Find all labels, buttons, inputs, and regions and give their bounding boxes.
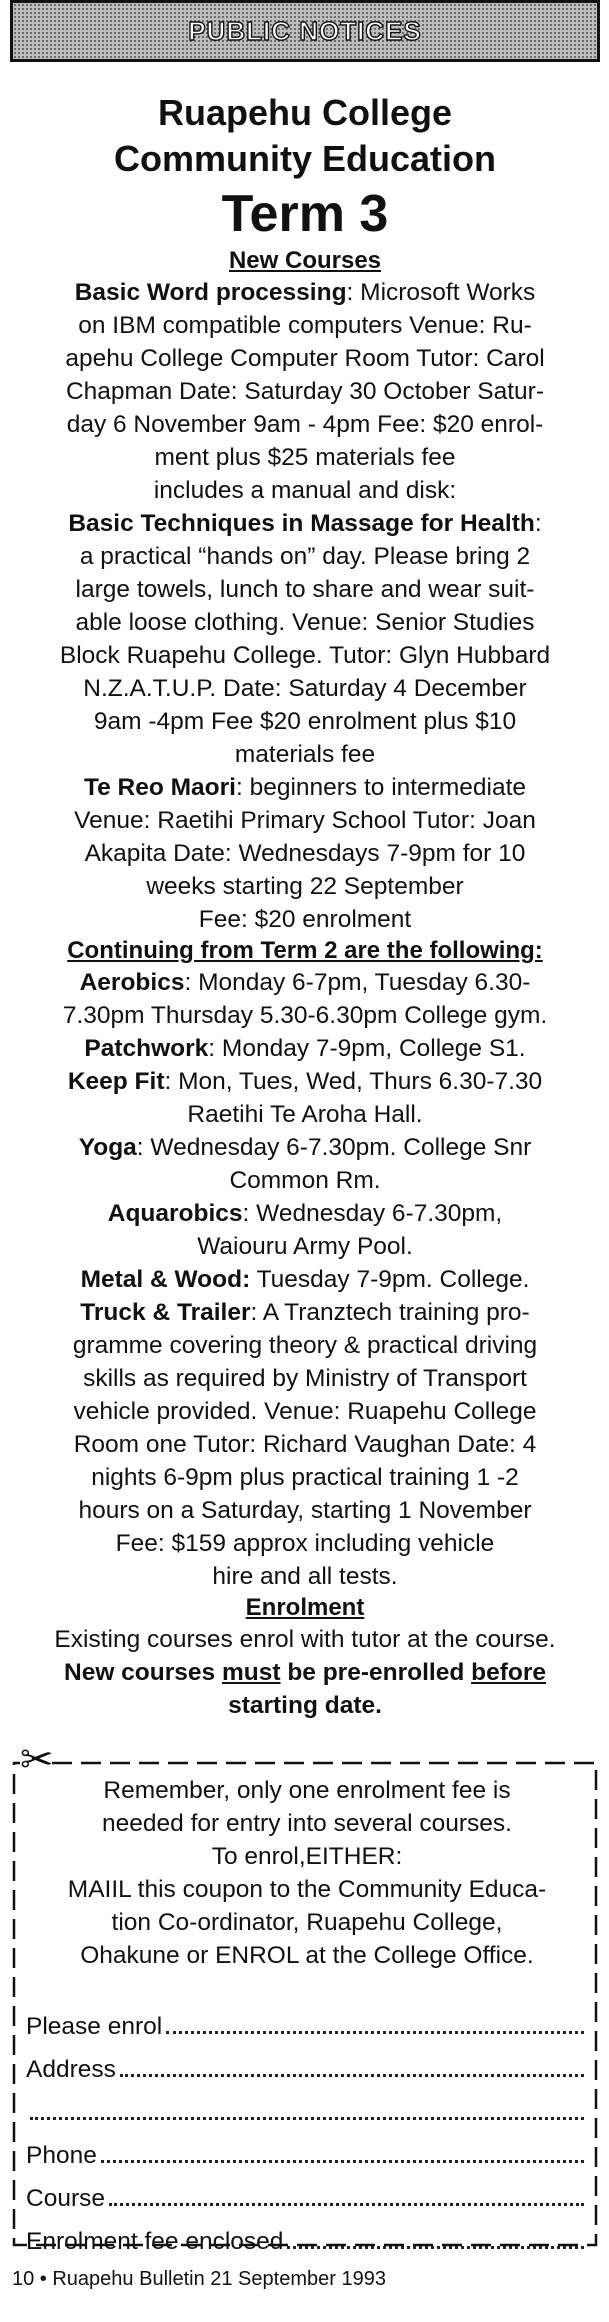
course-detail-line: 7.30pm Thursday 5.30-6.30pm College gym. bbox=[62, 1002, 548, 1029]
course-detail-line: nights 6-9pm plus practical training 1 -2 bbox=[91, 1464, 519, 1491]
coupon-field-row bbox=[26, 2170, 586, 2213]
coupon-field-label: Enrolment fee enclosed bbox=[26, 2228, 284, 2255]
coupon-instruction-line: Ohakune or ENROL at the College Office. bbox=[80, 1942, 534, 1969]
coupon-field-label: Phone bbox=[26, 2142, 97, 2169]
course-detail-line: : Monday 7-9pm, College S1. bbox=[208, 1035, 526, 1062]
course-detail-line: on IBM compatible computers Venue: Ru- bbox=[78, 312, 532, 339]
new-courses-list bbox=[10, 276, 600, 936]
course-detail-line: Chapman Date: Saturday 30 October Satur- bbox=[65, 378, 544, 405]
course-item bbox=[10, 1065, 600, 1131]
course-detail-line: apehu College Computer Room Tutor: Carol bbox=[65, 345, 545, 372]
course-detail-line: 9am -4pm Fee $20 enrolment plus $10 bbox=[93, 708, 517, 735]
enrolment-text-b: be pre-enrolled bbox=[280, 1659, 472, 1686]
course-detail-line: Common Rm. bbox=[229, 1167, 381, 1194]
banner-title: PUBLIC NOTICES bbox=[188, 15, 422, 46]
course-item bbox=[10, 276, 600, 507]
course-item bbox=[10, 1197, 600, 1263]
coupon-field-label: Course bbox=[26, 2185, 105, 2212]
course-item bbox=[10, 1263, 600, 1296]
notice-body bbox=[10, 90, 600, 1722]
coupon-instruction-line: To enrol,EITHER: bbox=[211, 1843, 403, 1870]
coupon-field-blank[interactable] bbox=[120, 2074, 584, 2077]
coupon-instructions bbox=[32, 1774, 582, 1972]
course-detail-line: large towels, lunch to share and wear suit- bbox=[75, 576, 535, 603]
course-detail-line: Akapita Date: Wednesdays 7-9pm for 10 bbox=[84, 840, 526, 867]
course-name: Aerobics bbox=[79, 969, 185, 996]
continuing-heading: Continuing from Term 2 are the following: bbox=[67, 937, 543, 964]
enrolment-existing-text: Existing courses enrol with tutor at the course. bbox=[54, 1626, 556, 1653]
enrolment-before: before bbox=[471, 1659, 546, 1686]
course-detail-line: materials fee bbox=[234, 741, 376, 768]
coupon-instruction-line: needed for entry into several courses. bbox=[102, 1810, 512, 1837]
course-detail-line: Tuesday 7-9pm. College. bbox=[250, 1266, 530, 1293]
course-detail-line: Block Ruapehu College. Tutor: Glyn Hubbard bbox=[59, 642, 551, 669]
course-name: Te Reo Maori bbox=[83, 774, 236, 801]
coupon-field-blank[interactable] bbox=[166, 2031, 584, 2034]
coupon-field-blank[interactable] bbox=[287, 2246, 584, 2249]
course-name: Patchwork bbox=[84, 1035, 209, 1062]
course-detail-line: able loose clothing. Venue: Senior Studies bbox=[75, 609, 535, 636]
course-detail-line: Waiouru Army Pool. bbox=[197, 1233, 413, 1260]
course-detail-line: day 6 November 9am - 4pm Fee: $20 enrol- bbox=[66, 411, 544, 438]
course-detail-line: Room one Tutor: Richard Vaughan Date: 4 bbox=[73, 1431, 537, 1458]
course-item bbox=[10, 1032, 600, 1065]
course-detail-line: vehicle provided. Venue: Ruapehu College bbox=[73, 1398, 537, 1425]
enrolment-must: must bbox=[221, 1659, 281, 1686]
course-detail-line: N.Z.A.T.U.P. Date: Saturday 4 December bbox=[83, 675, 527, 702]
enrolment-coupon bbox=[12, 1738, 598, 2255]
course-detail-line: Fee: $20 enrolment bbox=[198, 906, 412, 933]
coupon-instruction-line: MAIIL this coupon to the Community Educa- bbox=[67, 1876, 547, 1903]
enrolment-heading: Enrolment bbox=[245, 1594, 365, 1621]
course-detail-line: : Wednesday 6-7.30pm. College Snr bbox=[136, 1134, 532, 1161]
course-detail-line: : Microsoft Works bbox=[346, 279, 536, 306]
enrolment-new-courses-text bbox=[10, 1656, 600, 1689]
coupon-field-label: Please enrol bbox=[26, 2013, 163, 2040]
course-name: Metal & Wood: bbox=[80, 1266, 251, 1293]
course-detail-line: ment plus $25 materials fee bbox=[154, 444, 456, 471]
course-detail-line: : A Tranztech training pro- bbox=[250, 1299, 530, 1326]
coupon-field-blank[interactable] bbox=[109, 2203, 584, 2206]
coupon-field-row bbox=[26, 2041, 586, 2084]
course-item bbox=[10, 966, 600, 1032]
coupon-field-label: Address bbox=[26, 2056, 116, 2083]
course-detail-line: Raetihi Te Aroha Hall. bbox=[187, 1101, 423, 1128]
course-detail-line: : Monday 6-7pm, Tuesday 6.30- bbox=[184, 969, 531, 996]
course-item bbox=[10, 1296, 600, 1593]
course-detail-line: : Wednesday 6-7.30pm, bbox=[242, 1200, 503, 1227]
coupon-field-blank[interactable] bbox=[30, 2117, 584, 2120]
coupon-field-blank[interactable] bbox=[101, 2160, 584, 2163]
course-name: Truck & Trailer bbox=[80, 1299, 251, 1326]
continuing-list bbox=[10, 966, 600, 1593]
enrolment-starting-date: starting date. bbox=[228, 1692, 382, 1719]
course-name: Aquarobics bbox=[107, 1200, 243, 1227]
coupon-instruction-line: Remember, only one enrolment fee is bbox=[103, 1777, 511, 1804]
coupon-form bbox=[26, 1998, 586, 2256]
course-detail-line: skills as required by Ministry of Transport bbox=[83, 1365, 527, 1392]
course-item bbox=[10, 507, 600, 771]
public-notices-banner bbox=[10, 0, 600, 62]
community-education-title: Community Education bbox=[113, 138, 496, 179]
term-title: Term 3 bbox=[221, 185, 389, 243]
course-name: Yoga bbox=[78, 1134, 137, 1161]
page-footer: 10 • Ruapehu Bulletin 21 September 1993 bbox=[12, 2268, 386, 2290]
course-name: Keep Fit bbox=[67, 1068, 165, 1095]
new-courses-heading: New Courses bbox=[228, 247, 382, 274]
college-name: Ruapehu College bbox=[157, 92, 453, 133]
scissors-icon: ✂ bbox=[20, 1738, 54, 1782]
notice-page bbox=[10, 0, 606, 2322]
course-detail-line: gramme covering theory & practical driving bbox=[72, 1332, 538, 1359]
course-detail-line: : Mon, Tues, Wed, Thurs 6.30-7.30 bbox=[164, 1068, 543, 1095]
coupon-field-row bbox=[26, 2213, 586, 2256]
course-detail-line: weeks starting 22 September bbox=[146, 873, 464, 900]
course-detail-line: hire and all tests. bbox=[212, 1563, 398, 1590]
course-detail-line: Venue: Raetihi Primary School Tutor: Joan bbox=[74, 807, 536, 834]
coupon-field-row bbox=[26, 2084, 586, 2127]
course-detail-line: hours on a Saturday, starting 1 November bbox=[78, 1497, 532, 1524]
coupon-instruction-line: tion Co-ordinator, Ruapehu College, bbox=[111, 1909, 503, 1936]
coupon-field-row bbox=[26, 1998, 586, 2041]
course-item bbox=[10, 771, 600, 936]
course-name: Basic Techniques in Massage for Health bbox=[68, 510, 535, 537]
course-name: Basic Word processing bbox=[74, 279, 347, 306]
course-item bbox=[10, 1131, 600, 1197]
enrolment-text-a: New courses bbox=[64, 1659, 222, 1686]
course-detail-line: Fee: $159 approx including vehicle bbox=[115, 1530, 495, 1557]
course-detail-line: : beginners to intermediate bbox=[235, 774, 527, 801]
course-detail-line: a practical “hands on” day. Please bring 2 bbox=[79, 543, 531, 570]
coupon-field-row bbox=[26, 2127, 586, 2170]
course-detail-line: includes a manual and disk: bbox=[153, 477, 457, 504]
course-detail-line: : bbox=[534, 510, 542, 537]
